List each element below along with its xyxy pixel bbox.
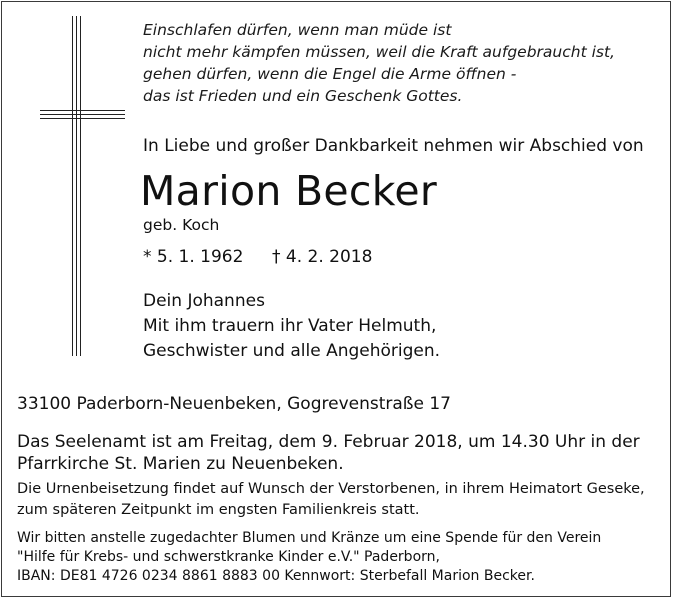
service-line: Pfarrkirche St. Marien zu Neuenbeken. [17,454,344,474]
maiden-name: geb. Koch [143,216,220,234]
birth-date: * 5. 1. 1962 [143,247,244,267]
service-info [17,431,640,475]
poem [143,19,615,107]
service-line: Das Seelenamt ist am Freitag, dem 9. Februar 2018, um 14.30 Uhr in der [17,432,640,452]
mourner-line: Mit ihm trauern ihr Vater Helmuth, [143,316,437,336]
urn-line: zum späteren Zeitpunkt im engsten Familienkreis statt. [17,502,420,518]
urn-burial-info [17,479,645,521]
donation-line: IBAN: DE81 4726 0234 8861 8883 00 Kennwort: Sterbefall Marion Becker. [17,568,535,584]
donation-line: Wir bitten anstelle zugedachter Blumen und Kränze um eine Spende für den Verein [17,530,602,546]
address: 33100 Paderborn-Neuenbeken, Gogrevenstraße 17 [17,394,451,414]
donation-line: "Hilfe für Krebs- und schwerstkranke Kinder e.V." Paderborn, [17,549,440,565]
mourners [143,289,440,364]
intro-text: In Liebe und großer Dankbarkeit nehmen wir Abschied von [143,136,644,156]
poem-line: Einschlafen dürfen, wenn man müde ist [143,21,452,39]
mourner-line: Geschwister und alle Angehörigen. [143,341,441,361]
donation-info [17,529,601,586]
deceased-name: Marion Becker [140,167,438,215]
poem-line: gehen dürfen, wenn die Engel die Arme öffnen - [143,65,517,83]
mourner-line: Dein Johannes [143,291,265,311]
poem-line: das ist Frieden und ein Geschenk Gottes. [143,87,463,105]
urn-line: Die Urnenbeisetzung findet auf Wunsch der Verstorbenen, in ihrem Heimatort Geseke, [17,481,645,497]
poem-line: nicht mehr kämpfen müssen, weil die Kraft aufgebraucht ist, [143,43,615,61]
death-date: † 4. 2. 2018 [272,247,373,267]
